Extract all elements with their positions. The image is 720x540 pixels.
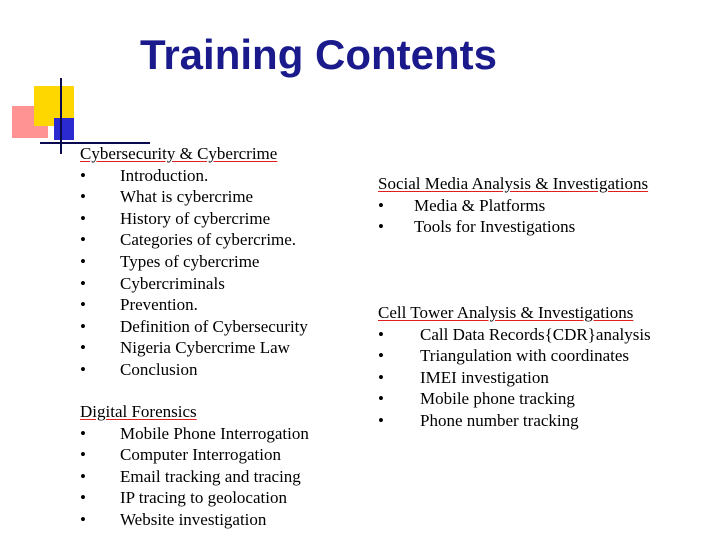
list-item (378, 345, 651, 367)
list-item-text: Nigeria Cybercrime Law (120, 338, 290, 358)
list-item-text: Tools for Investigations (414, 217, 576, 237)
bullet-icon: • (80, 230, 86, 250)
list-item-text: Call Data Records{CDR}analysis (420, 324, 651, 344)
bullet-icon: • (80, 509, 86, 529)
list-item (80, 251, 308, 273)
list-item-text: Introduction. (120, 165, 209, 185)
bullet-icon: • (378, 389, 384, 409)
list-item-text: Media & Platforms (414, 195, 546, 215)
section-cell-tower (378, 302, 651, 432)
bullet-icon: • (80, 273, 86, 293)
bullet-icon: • (80, 359, 86, 379)
bullet-icon: • (80, 295, 86, 315)
list-item (80, 509, 309, 531)
bullet-icon: • (80, 208, 86, 228)
bullet-icon: • (378, 346, 384, 366)
list-item (378, 195, 648, 217)
section-heading: Cybersecurity & Cybercrime (80, 144, 278, 163)
bullet-icon: • (80, 488, 86, 508)
section-social-media (378, 173, 648, 238)
bullet-icon: • (378, 324, 384, 344)
list-item (378, 324, 651, 346)
list-item-text: IP tracing to geolocation (120, 488, 287, 508)
list-item (80, 294, 308, 316)
list-item (80, 487, 309, 509)
list-item-text: Cybercriminals (120, 273, 225, 293)
section-digital-forensics (80, 401, 309, 531)
bullet-icon: • (80, 165, 86, 185)
list-item (80, 316, 308, 338)
slide-title: Training Contents (140, 31, 497, 78)
list-item-text: Computer Interrogation (120, 445, 281, 465)
bullet-icon: • (378, 367, 384, 387)
list-item (80, 165, 308, 187)
list-item-text: Categories of cybercrime. (120, 230, 297, 250)
list-item-text: Definition of Cybersecurity (120, 316, 308, 336)
bullet-icon: • (80, 466, 86, 486)
list-item (80, 229, 308, 251)
bullet-icon: • (80, 187, 86, 207)
list-item (80, 423, 309, 445)
bullet-icon: • (378, 410, 384, 430)
list-item-text: Mobile Phone Interrogation (120, 423, 309, 443)
bullet-icon: • (378, 217, 384, 237)
list-item (378, 216, 648, 238)
section-cybersecurity (80, 143, 308, 381)
bullet-icon: • (378, 195, 384, 215)
list-item-text: Phone number tracking (420, 410, 579, 430)
bullet-icon: • (80, 316, 86, 336)
list-item-text: History of cybercrime (120, 208, 271, 228)
list-item (378, 367, 651, 389)
list-item-text: Types of cybercrime (120, 251, 260, 271)
list-item (80, 273, 308, 295)
list-item (80, 359, 308, 381)
section-heading: Digital Forensics (80, 402, 197, 421)
list-item (80, 208, 308, 230)
bullet-icon: • (80, 423, 86, 443)
list-item (80, 337, 308, 359)
list-item-text: Conclusion (120, 359, 198, 379)
list-item-text: IMEI investigation (420, 367, 549, 387)
list-item-text: Email tracking and tracing (120, 466, 301, 486)
list-item-text: Prevention. (120, 295, 198, 315)
list-item (378, 388, 651, 410)
section-heading: Cell Tower Analysis & Investigations (378, 303, 634, 322)
section-heading: Social Media Analysis & Investigations (378, 174, 649, 193)
list-item (80, 186, 308, 208)
list-item-text: Website investigation (120, 509, 267, 529)
list-item-text: What is cybercrime (120, 187, 254, 207)
list-item (80, 466, 309, 488)
bullet-icon: • (80, 445, 86, 465)
list-item (80, 444, 309, 466)
bullet-icon: • (80, 338, 86, 358)
logo-blue-square (54, 118, 74, 140)
list-item-text: Mobile phone tracking (420, 389, 575, 409)
list-item-text: Triangulation with coordinates (420, 346, 630, 366)
list-item (378, 410, 651, 432)
bullet-icon: • (80, 251, 86, 271)
